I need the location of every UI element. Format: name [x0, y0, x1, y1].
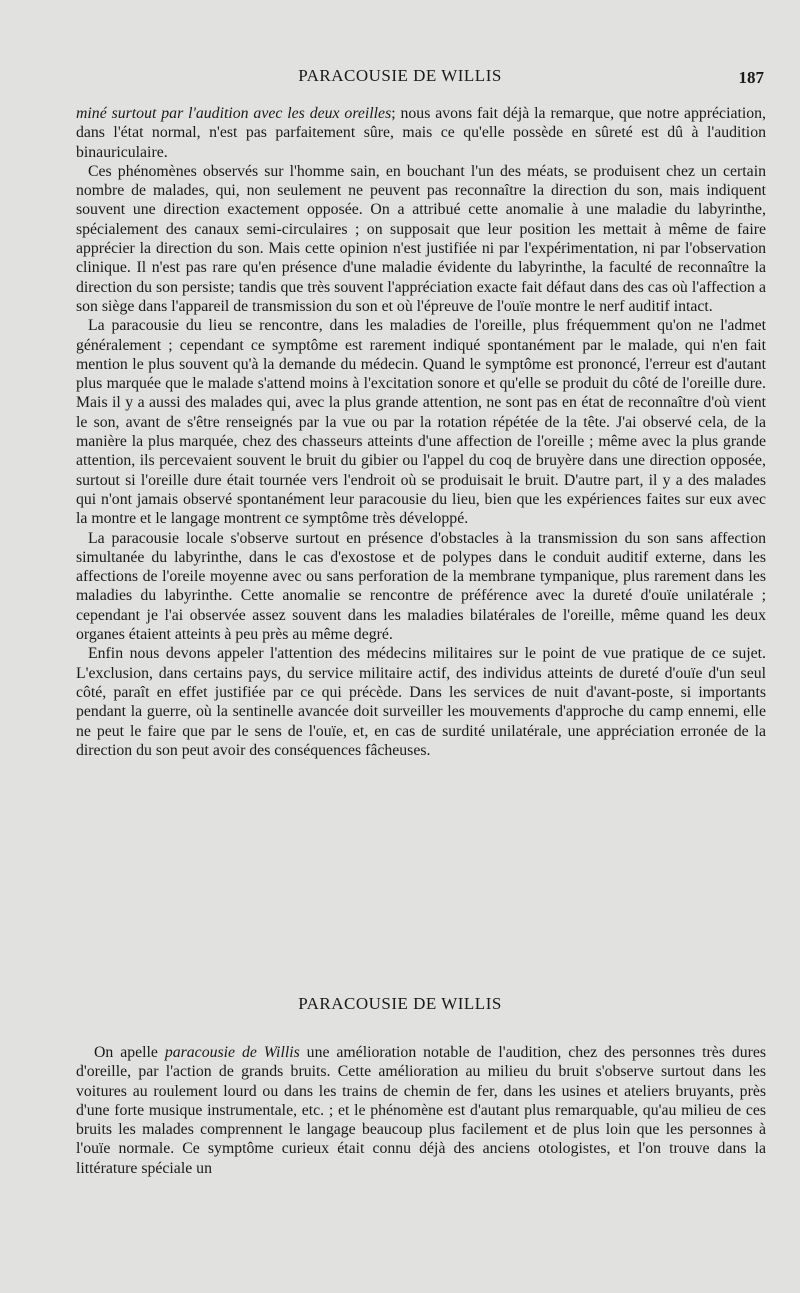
section-text	[76, 1043, 766, 1178]
paragraph-text: ; nous avons fait déjà la remarque, que notre appréciation, dans l'état normal, n'est pas parfaitement sûre, mais ce qu'elle possède en sûreté est dû à l'audition binauriculaire.	[76, 105, 766, 161]
section-lead: On apelle	[94, 1044, 165, 1061]
italic-lead: miné surtout par l'audition avec les deux oreilles	[76, 105, 392, 122]
page-number: 187	[738, 68, 764, 87]
section-paragraph-text: une amélioration notable de l'audition, chez des personnes très dures d'oreille, par l'action de grands bruits. Cette amélioration au milieu du bruit s'observe surtout dans les voitures au roulement lourd ou dans les trains de chemin de fer, dans les usines et ateliers bruyants, près d'une forte musique instrumentale, etc. ; et le phénomène est d'autant plus remarquable, qu'au milieu de ces bruits les malades comprennent le langage beaucoup plus facilement et de plus loin que les personnes à l'ouïe normale. Ce symptôme curieux était connu déjà des anciens otologistes, et l'on trouve dans la littérature spéciale un	[76, 1044, 767, 1177]
section-paragraph	[76, 1043, 766, 1178]
section-term: paracousie de Willis	[164, 1044, 300, 1061]
running-title: PARACOUSIE DE WILLIS	[298, 66, 502, 85]
body-text	[76, 104, 766, 760]
paragraph: La paracousie du lieu se rencontre, dans les maladies de l'oreille, plus fréquemment qu'on ne l'admet généralement ; cependant ce symptôme est rarement indiqué spontanément par le malade, qui n'en fait mention le plus souvent qu'à la demande du médecin. Quand le symptôme est prononcé, l'erreur est d'autant plus marquée que le malade s'attend moins à l'excitation sonore et qu'elle se produit du côté de l'oreille dure. Mais il y a aussi des malades qui, avec la plus grande attention, ne sont pas en état de reconnaître d'où vient le son, avant de s'être renseignés par la vue ou par la rotation répétée de la tête. J'ai observé cela, de la manière la plus marquée, chez des chasseurs atteints d'une affection de l'oreille ; même avec la plus grande attention, ils percevaient souvent le bruit du gibier ou l'appel du coq de bruyère dans une direction opposée, surtout si l'oreille dure était tournée vers l'endroit où se produisait le bruit. D'autre part, il y a des malades qui n'ont jamais observé spontanément leur paracousie du lieu, bien que les expériences faites sur eux avec la montre et le langage montrent ce symptôme très développé.	[76, 317, 766, 528]
paragraph: Enfin nous devons appeler l'attention des médecins militaires sur le point de vue pratique de ce sujet. L'exclusion, dans certains pays, du service militaire actif, des individus atteints de dureté d'ouïe d'un seul côté, paraît en effet justifiée par ce qui précède. Dans les services de nuit d'avant-poste, si importants pendant la guerre, où la sentinelle avancée doit surveiller les mouvements d'approche du camp ennemi, elle ne peut le faire que par le sens de l'ouïe, et, en cas de surdité unilatérale, une appréciation erronée de la direction du son peut avoir des conséquences fâcheuses.	[76, 645, 766, 759]
section-heading: PARACOUSIE DE WILLIS	[298, 994, 502, 1013]
paragraph-continued	[76, 104, 766, 162]
running-head	[0, 64, 800, 88]
paragraph: La paracousie locale s'observe surtout en présence d'obstacles à la transmission du son sans affection simultanée du labyrinthe, dans le cas d'exostose et de polypes dans le conduit auditif externe, dans les affections de l'oreile moyenne avec ou sans perforation de la membrane tympanique, plus rarement dans les maladies du labyrinthe. Cette anomalie se rencontre de préférence avec la dureté d'ouïe unilatérale ; cependant je l'ai observée assez souvent dans les maladies bilatérales de l'oreille, même quand les deux organes étaient atteints à peu près au même degré.	[76, 529, 766, 644]
paragraph: Ces phénomènes observés sur l'homme sain, en bouchant l'un des méats, se produisent chez un certain nombre de malades, qui, non seulement ne peuvent pas reconnaître la direction du son, mais indiquent souvent une direction exactement opposée. On a attribué cette anomalie à une maladie du labyrinthe, spécialement des canaux semi-circulaires ; on supposait que leur position les mettait à même de faire apprécier la direction du son. Mais cette opinion n'est justifiée ni par l'expérimentation, ni par l'observation clinique. Il n'est pas rare qu'en présence d'une maladie évidente du labyrinthe, la faculté de reconnaître la direction du son persiste; tandis que très souvent l'appréciation exacte fait défaut dans des cas où l'affection a son siège dans l'appareil de transmission du son et où l'épreuve de l'ouïe montre le nerf auditif intact.	[76, 162, 766, 315]
